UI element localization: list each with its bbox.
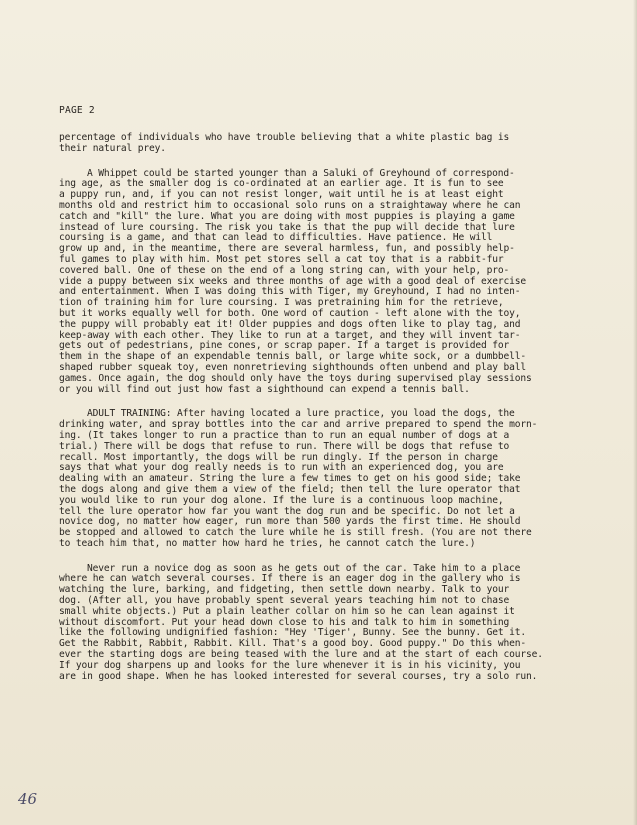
paragraph-whippet — [59, 169, 579, 396]
text-line: watching the lure, barking, and fidgeting, then settle down nearby. Talk to your — [59, 584, 510, 596]
text-line: dog. (After all, you have probably spent several years teaching him not to chase — [59, 595, 510, 607]
paragraph-novice-dog — [59, 564, 579, 683]
text-line: percentage of individuals who have trouble believing that a white plastic bag is — [59, 132, 510, 143]
text-line: recall. Most importantly, the dogs will be run dingly. If the person in charge — [59, 451, 498, 463]
text-line: covered ball. One of these on the end of a long string can, with your help, pro- — [59, 264, 510, 276]
text-line: shaped rubber squeak toy, even nonretrieving sighthounds often unbend and play ball — [59, 361, 526, 373]
text-line: where he can watch several courses. If there is an eager dog in the gallery who is — [59, 573, 521, 585]
text-line: novice dog, no matter how eager, run more than 500 yards the first time. He should — [59, 516, 521, 528]
text-line: games. Once again, the dog should only have the toys during supervised play sessions — [59, 372, 532, 384]
text-line: ever the starting dogs are being teased with the lure and at the start of each course. — [59, 649, 543, 661]
text-line: like the following undignified fashion: "Hey 'Tiger', Bunny. See the bunny. Get it. — [59, 627, 526, 639]
text-line: ing age, as the smaller dog is co-ordinated at an earlier age. It is fun to see — [59, 178, 504, 190]
text-line: without discomfort. Put your head down close to his and talk to him in something — [59, 616, 510, 628]
text-line: ADULT TRAINING: After having located a lure practice, you load the dogs, the — [87, 408, 515, 420]
text-line: you would like to run your dog alone. If the lure is a continuous loop machine, — [59, 494, 504, 506]
text-line: A Whippet could be started younger than a Saluki of Greyhound of correspond- — [87, 167, 515, 179]
text-line: a puppy run, and, if you can not resist longer, wait until he is at least eight — [59, 189, 504, 201]
text-line: their natural prey. — [59, 142, 166, 154]
text-line: them in the shape of an expendable tennis ball, or large white sock, or a dumbbell- — [59, 351, 526, 363]
text-line: ing. (It takes longer to run a practice than to run an equal number of dogs at a — [59, 429, 510, 441]
text-line: are in good shape. When he has looked interested for several courses, try a solo run. — [59, 670, 538, 682]
text-line: vide a puppy between six weeks and three months of age with a good deal of exercise — [59, 275, 526, 287]
text-line: tion of training him for lure coursing. I was pretraining him for the retrieve, — [59, 297, 504, 309]
text-line: grow up and, in the meantime, there are several harmless, fun, and possibly help- — [59, 243, 515, 255]
text-line: and entertainment. When I was doing this with Tiger, my Greyhound, I had no inten- — [59, 286, 521, 298]
paragraph-continuation — [59, 133, 579, 155]
text-line: the puppy will probably eat it! Older puppies and dogs often like to play tag, and — [59, 318, 521, 330]
text-line: gets out of pedestrians, pine cones, or scrap paper. If a target is provided for — [59, 340, 510, 352]
text-line: months old and restrict him to occasional solo runs on a straightaway where he can — [59, 199, 521, 211]
text-line: but it works equally well for both. One word of caution - left alone with the toy, — [59, 307, 521, 319]
handwritten-page-number: 46 — [18, 790, 38, 808]
text-line: catch and "kill" the lure. What you are doing with most puppies is playing a game — [59, 210, 515, 222]
body-text — [59, 133, 579, 696]
text-line: Never run a novice dog as soon as he gets out of the car. Take him to a place — [87, 562, 521, 574]
text-line: drinking water, and spray bottles into the car and arrive prepared to spend the morn- — [59, 419, 538, 431]
text-line: Get the Rabbit, Rabbit, Rabbit. Kill. That's a good boy. Good puppy." Do this when- — [59, 638, 526, 650]
text-line: keep-away with each other. They like to run at a target, and they will invent tar- — [59, 329, 521, 341]
text-line: tell the lure operator how far you want the dog run and be specific. Do not let a — [59, 505, 515, 517]
page-header: PAGE 2 — [59, 105, 95, 116]
text-line: be stopped and allowed to catch the lure while he is still fresh. (You are not there — [59, 527, 532, 539]
text-line: instead of lure coursing. The risk you take is that the pup will decide that lure — [59, 221, 515, 233]
text-line: dealing with an amateur. String the lure a few times to get on his good side; take — [59, 473, 521, 485]
text-line: trial.) There will be dogs that refuse to run. There will be dogs that refuse to — [59, 440, 510, 452]
text-line: the dogs along and give them a view of the field; then tell the lure operator that — [59, 483, 521, 495]
text-line: or you will find out just how fast a sighthound can expend a tennis ball. — [59, 383, 470, 395]
text-line: to teach him that, no matter how hard he tries, he cannot catch the lure.) — [59, 537, 476, 549]
page-edge-shadow — [633, 0, 637, 825]
text-line: small white objects.) Put a plain leather collar on him so he can lean against it — [59, 605, 515, 617]
paragraph-adult-training — [59, 409, 579, 549]
text-line: coursing is a game, and that can lead to difficulties. Have patience. He will — [59, 232, 493, 244]
text-line: says that what your dog really needs is to run with an experienced dog, you are — [59, 462, 504, 474]
text-line: If your dog sharpens up and looks for the lure whenever it is in his vicinity, you — [59, 659, 521, 671]
text-line: ful games to play with him. Most pet stores sell a cat toy that is a rabbit-fur — [59, 253, 504, 265]
